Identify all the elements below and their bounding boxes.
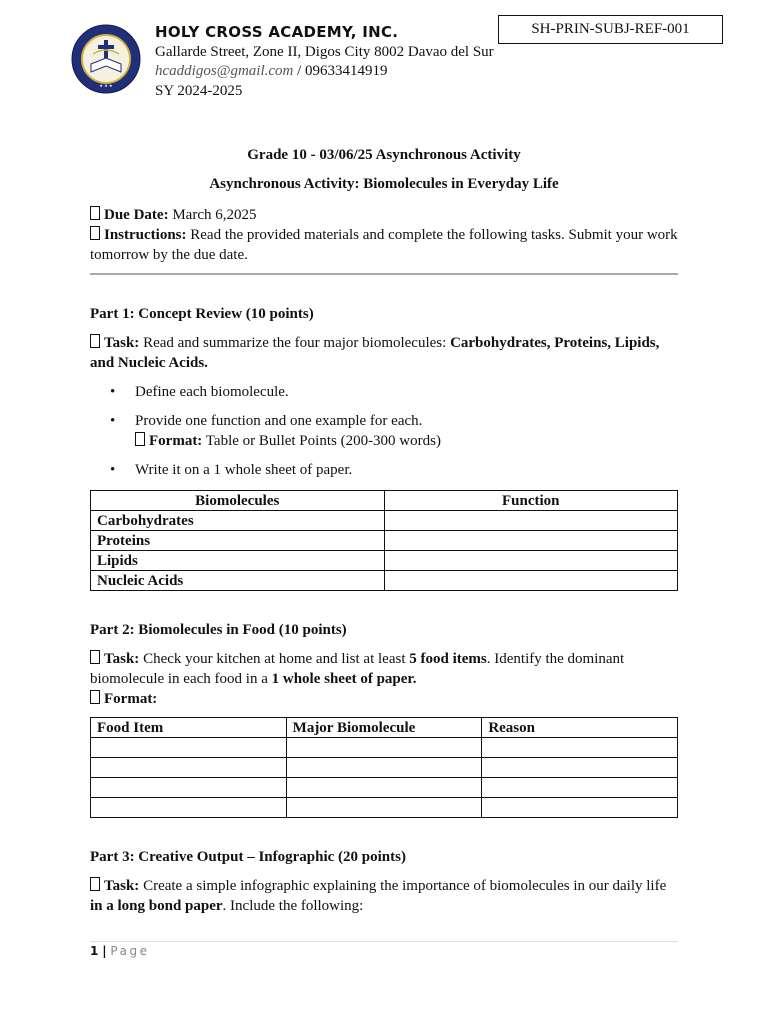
table-header-row: [91, 491, 678, 511]
table-row: [91, 551, 678, 571]
table-cell: [286, 798, 482, 818]
table-cell: Lipids: [91, 551, 385, 571]
table-row: [91, 758, 678, 778]
part2-task-text: . Identify the dominant biomolecule in each food in a: [90, 651, 625, 687]
table-cell: Carbohydrates: [91, 511, 385, 531]
footer-divider: [90, 941, 678, 942]
table-row: [91, 531, 678, 551]
table-cell: [91, 738, 287, 758]
part3-task-text: Create a simple infographic explaining the importance of biomolecules in our daily life: [143, 878, 667, 894]
school-address: Gallarde Street, Zone II, Digos City 8002 Davao del Sur: [155, 44, 494, 60]
part1-format-line: [135, 431, 675, 451]
table-row: [91, 778, 678, 798]
checkbox-icon: [135, 432, 145, 446]
part3-heading: Part 3: Creative Output – Infographic (20 points): [90, 849, 406, 865]
checkbox-icon: [90, 650, 100, 664]
table-header-cell: Function: [384, 491, 678, 511]
part1-format-value: Table or Bullet Points (200-300 words): [205, 433, 441, 449]
part3-task-bold: in a long bond paper: [90, 898, 223, 914]
table-cell: [286, 758, 482, 778]
table-row: [91, 738, 678, 758]
part2-task-bold: 1 whole sheet of paper.: [271, 671, 417, 687]
part2-task-text: Check your kitchen at home and list at least: [143, 651, 406, 667]
table-cell: [384, 511, 678, 531]
activity-title: Asynchronous Activity: Biomolecules in Everyday Life: [209, 176, 559, 192]
part3-task-label: Task:: [104, 878, 140, 894]
table-row: [91, 798, 678, 818]
part1-heading: Part 1: Concept Review (10 points): [90, 306, 314, 322]
contact-separator: /: [293, 63, 306, 79]
footer-bar: |: [102, 944, 107, 958]
table-cell: [91, 798, 287, 818]
contact-line: [155, 62, 388, 81]
page-footer: [90, 944, 149, 958]
due-date-value: March 6,2025: [172, 207, 257, 223]
part1-task-bold: Carbohydrates, Proteins, Lipids, and Nucleic Acids.: [90, 335, 660, 371]
table-cell: [482, 738, 678, 758]
school-year: SY 2024-2025: [155, 83, 243, 99]
table-cell: [286, 778, 482, 798]
part1-format-label: Format:: [149, 433, 203, 449]
checkbox-icon: [90, 206, 100, 220]
table-row: [91, 571, 678, 591]
table-header-row: [91, 718, 678, 738]
part2-task-label: Task:: [104, 651, 140, 667]
table-header-cell: Major Biomolecule: [286, 718, 482, 738]
school-logo: [71, 24, 141, 94]
part2-heading: Part 2: Biomolecules in Food (10 points): [90, 622, 347, 638]
table-header-cell: Biomolecules: [91, 491, 385, 511]
document-code: SH-PRIN-SUBJ-REF-001: [498, 15, 723, 44]
part2-format-label: Format:: [104, 691, 158, 707]
due-date-label: Due Date:: [104, 207, 169, 223]
table-cell: [91, 758, 287, 778]
school-phone: 09633414919: [305, 63, 388, 79]
table-cell: [482, 758, 678, 778]
instructions-text: Read the provided materials and complete the following tasks. Submit your work tomorrow by the due date.: [90, 227, 678, 263]
checkbox-icon: [90, 226, 100, 240]
checkbox-icon: [90, 877, 100, 891]
table-cell: [384, 571, 678, 591]
table-cell: Proteins: [91, 531, 385, 551]
table-cell: [91, 778, 287, 798]
part2-format-line: [90, 689, 680, 709]
biomolecules-table: [90, 490, 678, 591]
table-cell: [384, 531, 678, 551]
checkbox-icon: [90, 690, 100, 704]
due-date-line: [90, 205, 680, 225]
table-cell: [482, 778, 678, 798]
school-email[interactable]: hcaddigos@gmail.com: [155, 63, 294, 79]
horizontal-divider: [90, 273, 678, 275]
page-title: Grade 10 - 03/06/25 Asynchronous Activity: [247, 147, 521, 163]
table-cell: [384, 551, 678, 571]
school-name: HOLY CROSS ACADEMY, INC.: [155, 23, 399, 41]
table-row: [91, 511, 678, 531]
part1-task: [90, 333, 680, 373]
part3-task-text: . Include the following:: [222, 898, 364, 914]
instructions-line: [90, 225, 680, 265]
table-header-cell: Food Item: [91, 718, 287, 738]
table-cell: [482, 798, 678, 818]
table-cell: [286, 738, 482, 758]
part1-task-label: Task:: [104, 335, 140, 351]
table-header-cell: Reason: [482, 718, 678, 738]
svg-text:★ ★ ★: ★ ★ ★: [99, 83, 113, 88]
part1-task-text: Read and summarize the four major biomolecules:: [143, 335, 447, 351]
table-cell: Nucleic Acids: [91, 571, 385, 591]
checkbox-icon: [90, 334, 100, 348]
part3-task: [90, 876, 680, 916]
page-number: 1: [90, 944, 99, 958]
food-items-table: [90, 717, 678, 818]
page-label: Page: [110, 944, 150, 958]
instructions-label: Instructions:: [104, 227, 187, 243]
part2-task-bold: 5 food items: [409, 651, 487, 667]
part2-task: [90, 649, 680, 689]
